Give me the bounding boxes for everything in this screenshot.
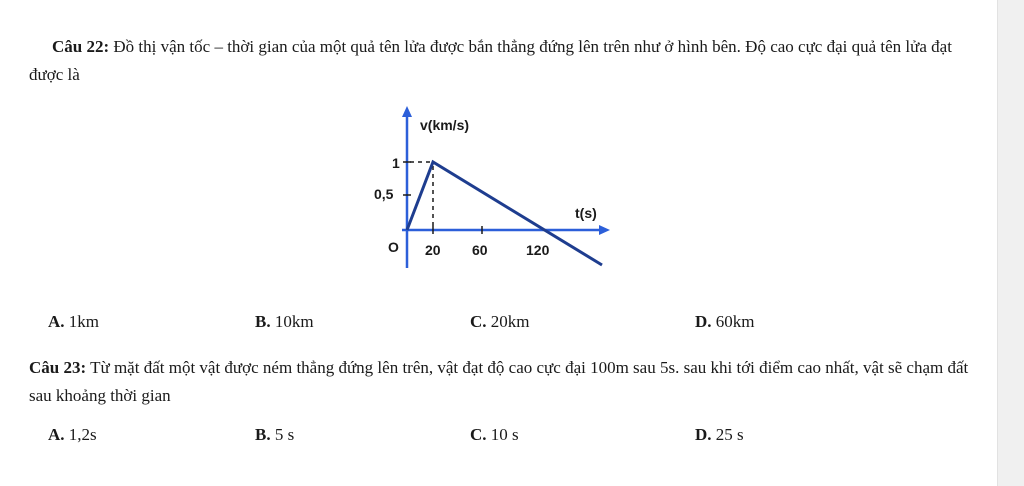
option-a[interactable]: A. 1,2s	[48, 425, 97, 444]
x-tick-label-20: 20	[425, 242, 441, 258]
option-b[interactable]: B. 5 s	[255, 425, 295, 444]
x-tick-label-120: 120	[526, 242, 550, 258]
question-22	[29, 33, 979, 89]
y-tick-label-0-5: 0,5	[374, 186, 394, 202]
y-axis-label: v(km/s)	[420, 117, 470, 133]
velocity-time-graph	[340, 100, 620, 280]
vertical-scrollbar[interactable]	[997, 0, 1024, 486]
x-tick-label-60: 60	[472, 242, 488, 258]
question-23-label: Câu 23:	[29, 358, 87, 377]
origin-label: O	[388, 239, 399, 255]
question-22-options	[48, 312, 948, 338]
x-axis-arrow	[599, 225, 610, 235]
option-d[interactable]: D. 60km	[695, 312, 755, 331]
y-tick-label-1: 1	[392, 155, 400, 171]
question-23-text: Từ mặt đất một vật được ném thẳng đứng lên trên, vật đạt độ cao cực đại 100m sau 5s. sau khi tới điểm cao nhất, vật sẽ chạm đất sau khoảng thời gian	[29, 358, 969, 405]
option-c[interactable]: C. 10 s	[470, 425, 519, 444]
option-c[interactable]: C. 20km	[470, 312, 530, 331]
option-b[interactable]: B. 10km	[255, 312, 314, 331]
question-23-options	[48, 425, 948, 451]
option-a[interactable]: A. 1km	[48, 312, 100, 331]
question-22-text: Đồ thị vận tốc – thời gian của một quả tên lửa được bắn thẳng đứng lên trên như ở hình bên. Độ cao cực đại quả tên lửa đạt được là	[29, 37, 952, 84]
option-d[interactable]: D. 25 s	[695, 425, 744, 444]
question-23	[29, 354, 979, 410]
x-axis-label: t(s)	[575, 205, 597, 221]
question-22-label: Câu 22:	[52, 37, 110, 56]
y-axis-arrow	[402, 106, 412, 117]
